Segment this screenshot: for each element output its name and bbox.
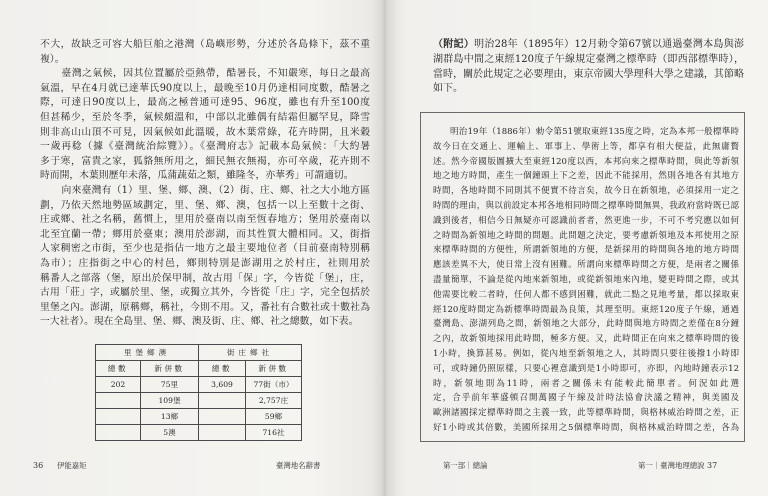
text-line: 述。然今帝國版圖擴大至東經120度以西，本邦向來之標準時間，與此等新領 (433, 156, 739, 167)
text-line: 一大社者）。現在全島里、堡、鄉、澳及街、庄、鄉、社之總數，如下表。 (40, 316, 359, 328)
table-cell: 77街（市） (246, 377, 302, 393)
quote-box (420, 112, 745, 442)
table-subheader: 總數 (96, 361, 141, 377)
right-page (384, 0, 768, 496)
table-group-header: 里堡鄉澳 (96, 345, 199, 361)
text-line: 歐洲諸國採定標準時間之主義一致，此等標準時間，與格林威治時間之差，正 (433, 408, 739, 419)
table-cell: 13鄉 (141, 409, 199, 425)
text-line: 盡量簡單，不論是從內地來新領地，或從新領地來內地，變更時間之際，或其 (433, 274, 739, 285)
table-cell: 202 (96, 377, 141, 393)
text-line: 一歲再稔（據《臺灣統治綜覽》）。《臺灣府志》記載本島氣候：「大約暑 (40, 141, 370, 153)
table-row (96, 409, 302, 425)
text-line: 庄或鄉、社之名稱，舊慣上，里用於臺南以南至恆春地方；堡用於臺南以 (40, 214, 370, 226)
text-line: 北至宜蘭一帶；鄉用於臺東；澳用於澎湖，而其性質大體相同。又，街指 (40, 228, 370, 240)
text-line: 臺灣島、澎湖列島之間，新領地之大部分，此時間與地方時間之差僅在8分鐘 (433, 319, 739, 330)
table-cell (96, 393, 141, 409)
table-row (96, 377, 302, 393)
text-line: 故今日在交通上、運輸上、軍事上、學術上等，都享有相大便益，此無庸贅 (433, 141, 739, 152)
table-cell: 2,757庄 (246, 393, 302, 409)
text-line: 為市）；庄指街之中心的村邑，鄉則特別是澎湖用之於村庄，社則用於 (40, 257, 370, 269)
text-line: 如下。 (433, 83, 463, 95)
table-subheader: 總數 (199, 361, 246, 377)
table-cell (199, 393, 246, 409)
text-line: 可，或時鐘仍照原樣，只要心裡意識到是1小時即可，亦即，內地時鐘表示12 (433, 363, 739, 374)
table-cell: 59鄉 (246, 409, 302, 425)
text-line: 之時間為新領地之時間的問題。此問題之決定，要考慮新領地及本邦使用之原 (433, 230, 739, 241)
text-line: 複）。 (40, 53, 65, 65)
text-line: 時，新領地則為11時，兩者之關係未有能較此簡單者。何況如此選 (433, 378, 739, 389)
text-line: 多于寒，富貴之家，狐貉無所用之，細民無衣無褐，亦可卒歲，花卉則不 (40, 155, 370, 167)
text-line: 識到後者，相信今日無疑亦可認識前者者，然更進一步，不可不考究應以如何 (433, 215, 739, 226)
text-line: 但甚稀少，至於冬季，氣候頗溫和，中部以北雖偶有結霜但屬罕見，降雪 (40, 111, 370, 123)
table-cell (96, 425, 141, 441)
text-line: 不大，故缺乏可容大船巨舶之港灣（島嶼形勢，分述於各島條下，茲不重 (40, 39, 370, 50)
text-line: 湖群島中間之東經120度子午線規定臺灣之標準時（即西部標準時）， (433, 53, 744, 65)
running-footer-part: 第一部｜總論 (443, 461, 488, 470)
paragraph (40, 184, 370, 330)
note-first-line-text: 明治28年（1895年）12月勅令第67號以通過臺灣本島與澎 (474, 39, 744, 50)
text-line: 稱番人之部落（堡，原出於保甲制，故古用「保」字，今皆從「堡」，庄， (40, 272, 370, 284)
table-cell: 3,609 (199, 377, 246, 393)
text-line: 古用「莊」字，或屬於里、堡，或獨立其外，今皆從「庄」字，完全包括於 (40, 287, 370, 299)
text-line: 際，可達日90度以上，最高之極普通可達95、96度，雖也有升至100度 (40, 97, 370, 109)
paragraph (433, 38, 744, 97)
text-line: 之內，故新領地採用此時間，極多方便。又，此時間正在向來之標準時間的後 (433, 334, 739, 345)
table-cell (199, 409, 246, 425)
table-cell: 5澳 (141, 425, 199, 441)
table-group-header: 街庄鄉社 (199, 345, 302, 361)
appended-note (433, 38, 744, 97)
table-cell (199, 425, 246, 441)
text-line: 劃，乃依天然地勢區域劃定，里、堡、鄉、澳，包括一以上至數十之街、 (40, 199, 370, 211)
text-line: 人家稠密之市街，至少也是指佔一地方之最主要地位者（目前臺南特別稱 (40, 243, 370, 255)
table-row (96, 425, 302, 441)
paragraph (40, 38, 370, 67)
text-line (433, 38, 744, 53)
table-cell: 109堡 (141, 393, 199, 409)
left-body-text (40, 38, 370, 330)
page-number: 37 (707, 461, 718, 470)
text-line: 地之地方時間，產生一個鐘頭上下之差，因此不能採用，然則各地各有其地方 (433, 171, 739, 182)
text-line: 定，合乎前年華盛頓召開萬國子午線及計時法協會決議之精神，與美國及 (433, 393, 739, 404)
text-line: 好1小時或其倍數，美國所採用之5個標準時間，與格林威治時間之差，各為 (433, 422, 739, 433)
table-cell (96, 409, 141, 425)
table-cell: 716社 (246, 425, 302, 441)
text-line: 氣溫，早在4月就已達華氏90度以上，最晚至10月仍達相同度數，酷暑之 (40, 82, 370, 94)
text-line: 經120度時間定為新標準時間最為良策，其理至明。東經120度子午線，通過 (433, 304, 739, 315)
text-line: 向來臺灣有（1）里、堡、鄉、澳、（2）街、庄、鄉、社之大小地方區 (61, 184, 370, 196)
page-number: 36 (33, 461, 44, 470)
text-line: 應該差異不大，使日常上沒有困難。所謂向來標準時間之方便，是兩者之關係 (433, 260, 739, 271)
text-line: 時間，各地時間不同則其不便實不待言矣，故今日在新領地，必須採用一定之 (433, 186, 739, 197)
table-row (96, 393, 302, 409)
text-line: 臺灣之氣候，因其位置屬於亞熱帶，酷暑長，不知嚴寒，每日之最高 (61, 68, 370, 80)
text-line: 則非高山山頂不可見，因氣候如此溫暖，故木葉常綠，花卉時開，且米穀 (40, 126, 370, 138)
paragraph (40, 67, 370, 184)
note-label: （附記） (433, 39, 475, 50)
table-cell: 75里 (141, 377, 199, 393)
table-subheader-row (96, 361, 302, 377)
text-line: 時間的理由，與以前設定本邦各地相同時間之標準時間無異，我政府當時既已認 (433, 200, 739, 211)
quoted-proposal-text (433, 125, 739, 436)
table-subheader: 新併數 (141, 361, 199, 377)
text-line: 明治19年（1886年）勅令第51號取東經135度之時，定為本邦一般標準時 (450, 127, 739, 137)
text-line: 時而開，木葉則歷年未落，瓜蒲蔬茹之類，雖隆冬，亦華秀」可謂適切。 (40, 170, 354, 182)
text-line: 當時，關於此規定之必要理由，東京帝國大學理科大學之建議，其節略 (433, 68, 744, 80)
district-count-table (95, 344, 302, 441)
text-line: 來標準時間的方便性，所謂新領地的方便，是新採用的時間與各地的地方時間 (433, 245, 739, 256)
running-footer-author: 伊能嘉矩 (57, 461, 87, 470)
table-header-row (96, 345, 302, 361)
running-footer-title: 臺灣地名辭書 (276, 461, 321, 470)
text-line: 1小時，換算甚易。例如，從內地至新領地之人，其時間只要往後撥1小時即 (433, 348, 739, 359)
paragraph (433, 125, 739, 436)
running-footer-chapter: 第一｜臺灣地理總說 (638, 461, 705, 470)
text-line: 他需要比較二者時，任何人都不感到困難，就此二點之見地考量，都以採取東 (433, 289, 739, 300)
table-subheader: 新併數 (246, 361, 302, 377)
text-line: 里堡之內。澎湖，原稱鄉，稱社，今則不用。又，番社有合數社或十數社為 (40, 301, 370, 313)
